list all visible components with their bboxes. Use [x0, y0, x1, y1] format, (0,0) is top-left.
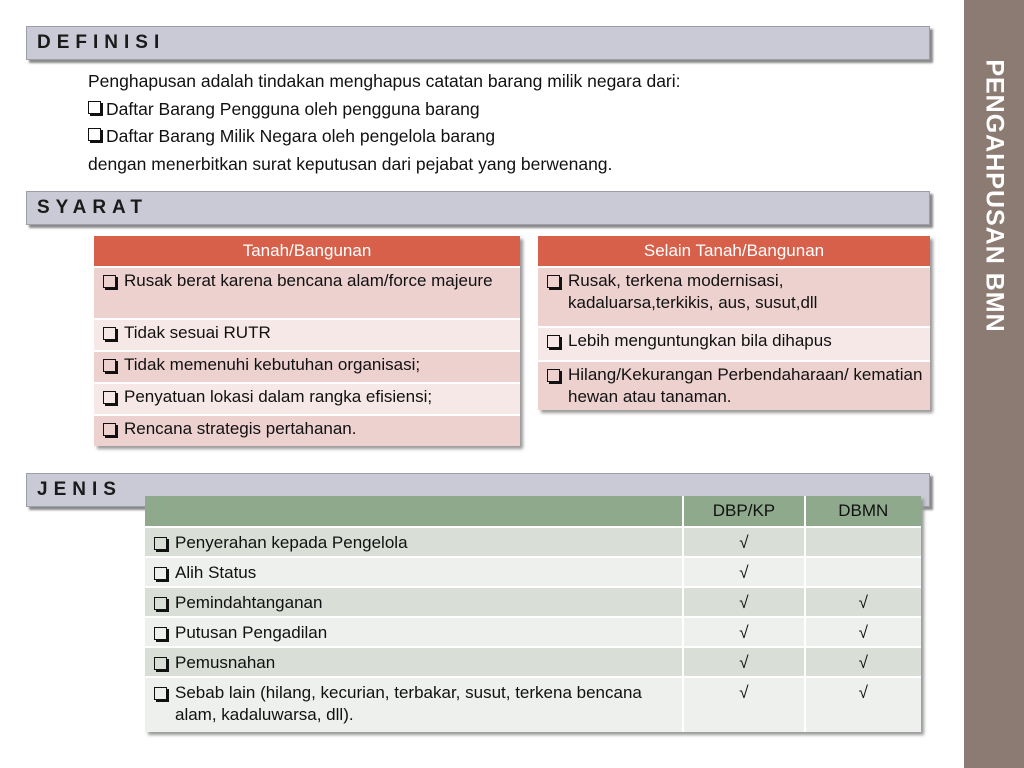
check-mark	[804, 558, 921, 586]
row-label: Putusan Pengadilan	[175, 623, 328, 642]
column-header-dbmn: DBMN	[804, 496, 921, 526]
table-row: Tidak memenuhi kebutuhan organisasi;	[94, 350, 520, 382]
table-selain-header: Selain Tanah/Bangunan	[538, 236, 930, 266]
check-mark	[804, 528, 921, 556]
checkbox-bullet-icon	[88, 101, 101, 114]
section-definisi-title: DEFINISI	[37, 32, 166, 53]
table-row: Hilang/Kekurangan Perbendaharaan/ kematian hewan atau tanaman.	[538, 360, 930, 410]
check-mark: √	[804, 678, 921, 732]
check-mark: √	[682, 678, 803, 732]
column-header	[145, 496, 682, 526]
table-row: Lebih menguntungkan bila dihapus	[538, 326, 930, 360]
table-row	[145, 586, 921, 616]
section-syarat-title: SYARAT	[37, 197, 148, 218]
table-row	[145, 616, 921, 646]
checkbox-bullet-icon	[154, 687, 167, 700]
checkbox-bullet-icon	[547, 275, 560, 288]
checkbox-bullet-icon	[103, 327, 116, 340]
checkbox-bullet-icon	[103, 275, 116, 288]
row-label: Sebab lain (hilang, kecurian, terbakar, susut, terkena bencana alam, kadaluwarsa, dll).	[175, 683, 642, 724]
row-label: Pemindahtanganan	[175, 593, 323, 612]
table-row	[145, 646, 921, 676]
table-tanah-bangunan	[94, 236, 520, 446]
table-jenis-header	[145, 496, 921, 526]
table-tanah-header: Tanah/Bangunan	[94, 236, 520, 266]
section-syarat	[26, 191, 930, 225]
side-title: PENGAHPUSAN BMN	[980, 59, 1009, 333]
row-label: Penyerahan kepada Pengelola	[175, 533, 408, 552]
definisi-body	[88, 68, 681, 178]
checkbox-bullet-icon	[547, 335, 560, 348]
side-bar	[964, 0, 1024, 768]
table-row: Tidak sesuai RUTR	[94, 318, 520, 350]
check-mark: √	[804, 618, 921, 646]
definisi-closing: dengan menerbitkan surat keputusan dari pejabat yang berwenang.	[88, 153, 613, 174]
check-mark: √	[682, 648, 803, 676]
table-row	[145, 526, 921, 556]
checkbox-bullet-icon	[154, 567, 167, 580]
table-row: Rencana strategis pertahanan.	[94, 414, 520, 446]
definisi-item: Daftar Barang Pengguna oleh pengguna barang	[88, 96, 681, 124]
checkbox-bullet-icon	[547, 369, 560, 382]
table-row	[145, 676, 921, 732]
check-mark: √	[804, 588, 921, 616]
section-definisi	[26, 26, 930, 60]
side-title-wrap	[964, 0, 1024, 400]
checkbox-bullet-icon	[103, 423, 116, 436]
checkbox-bullet-icon	[154, 597, 167, 610]
check-mark: √	[682, 558, 803, 586]
checkbox-bullet-icon	[103, 359, 116, 372]
checkbox-bullet-icon	[154, 537, 167, 550]
table-row: Rusak, terkena modernisasi, kadaluarsa,terkikis, aus, susut,dll	[538, 266, 930, 326]
table-row	[145, 556, 921, 586]
checkbox-bullet-icon	[154, 657, 167, 670]
checkbox-bullet-icon	[154, 627, 167, 640]
check-mark: √	[682, 618, 803, 646]
check-mark: √	[682, 588, 803, 616]
row-label: Alih Status	[175, 563, 257, 582]
check-mark: √	[804, 648, 921, 676]
table-row: Penyatuan lokasi dalam rangka efisiensi;	[94, 382, 520, 414]
table-row: Rusak berat karena bencana alam/force majeure	[94, 266, 520, 318]
check-mark: √	[682, 528, 803, 556]
table-selain-tanah	[538, 236, 930, 410]
column-header-dbp: DBP/KP	[682, 496, 803, 526]
row-label: Pemusnahan	[175, 653, 276, 672]
definisi-item: Daftar Barang Milik Negara oleh pengelola barang	[88, 123, 681, 151]
definisi-intro: Penghapusan adalah tindakan menghapus catatan barang milik negara dari:	[88, 71, 681, 91]
checkbox-bullet-icon	[88, 128, 101, 141]
section-jenis-title: JENIS	[37, 479, 122, 500]
table-jenis	[145, 496, 921, 732]
checkbox-bullet-icon	[103, 391, 116, 404]
